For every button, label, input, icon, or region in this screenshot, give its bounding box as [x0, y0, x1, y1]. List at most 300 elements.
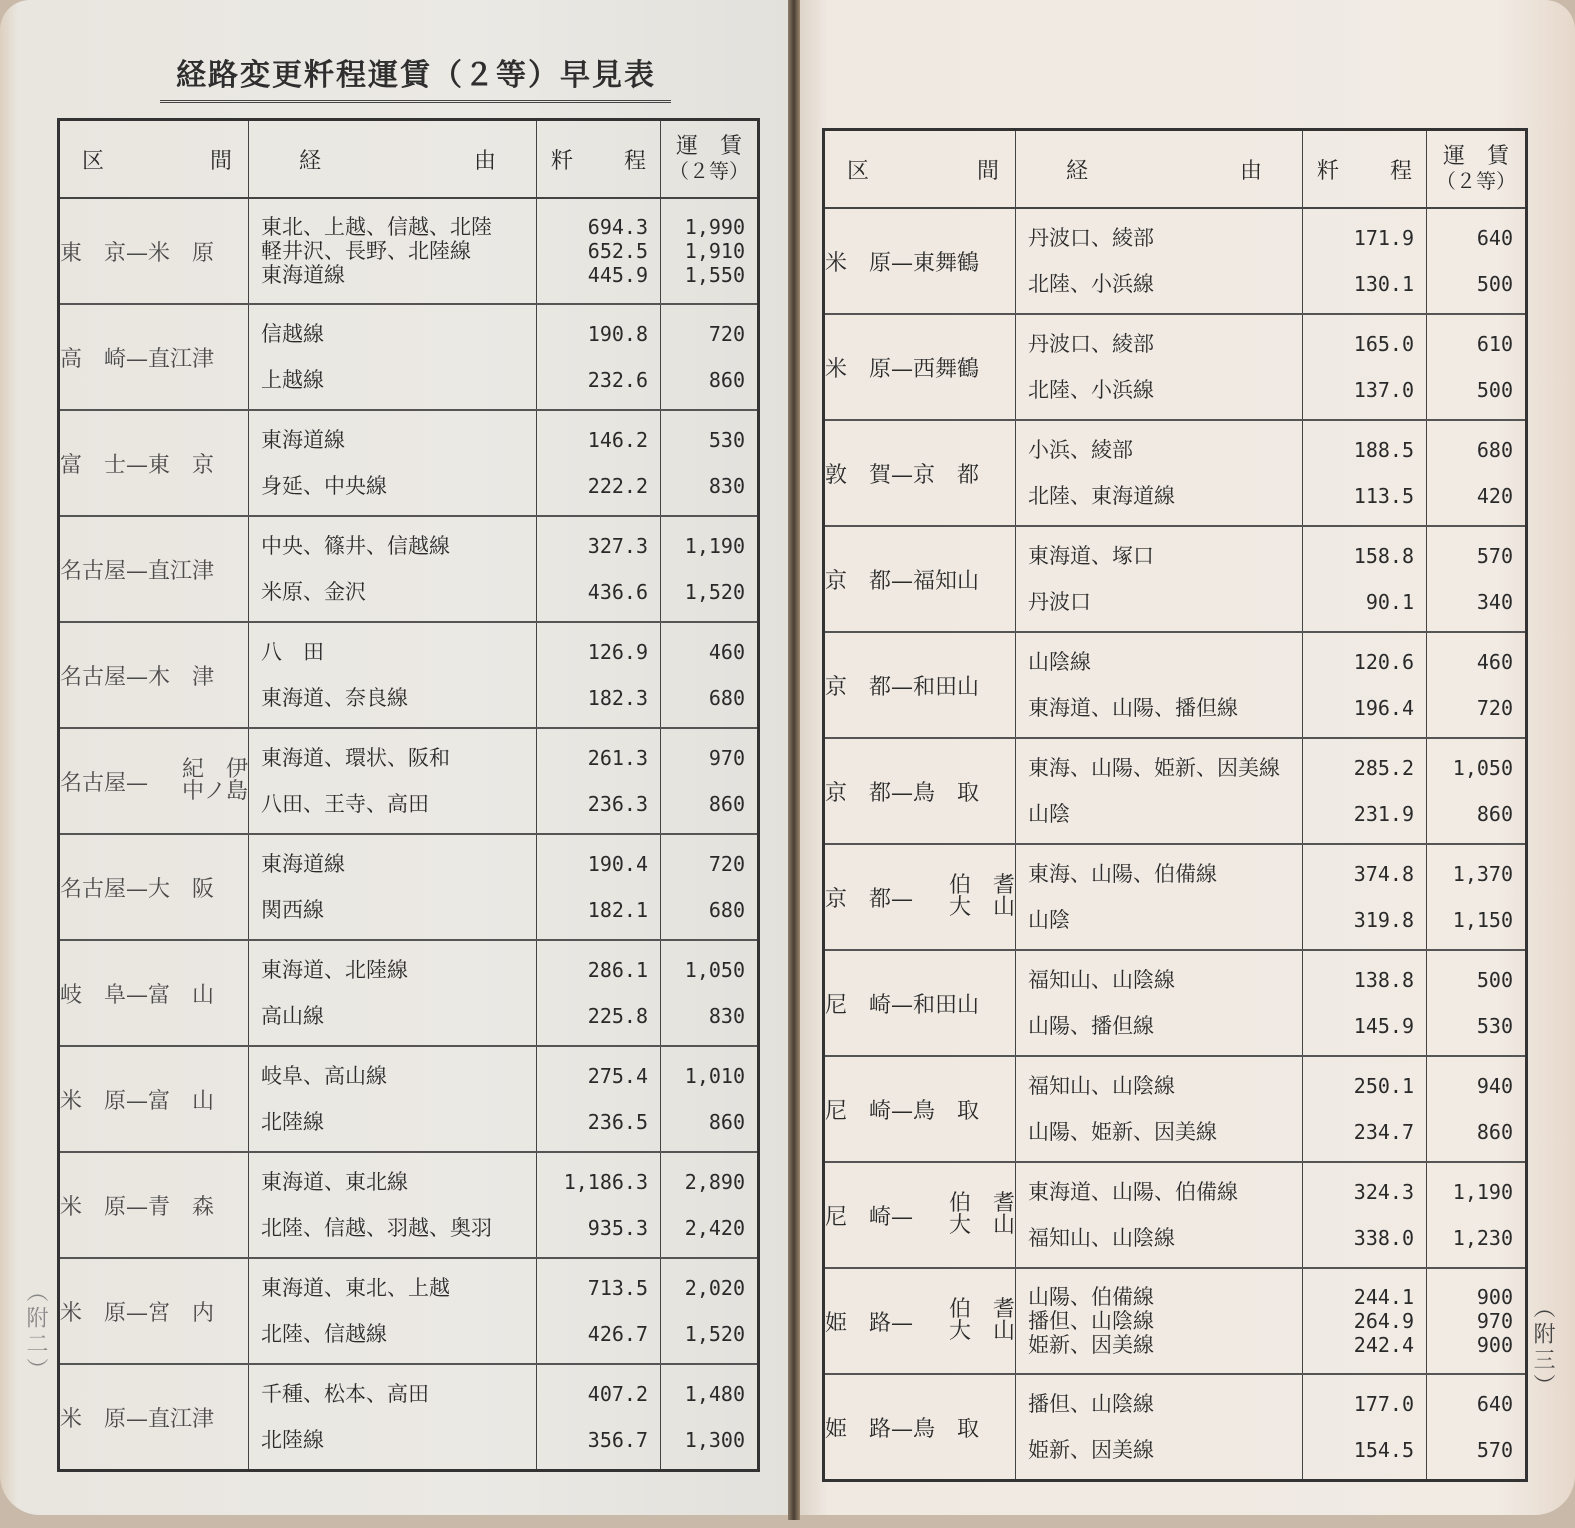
- fare-value: 570: [1476, 1438, 1513, 1462]
- route-cell: [1016, 420, 1303, 526]
- fare-value: 530: [708, 428, 745, 452]
- route-value: 信越線: [261, 322, 324, 346]
- section-cell: [59, 622, 249, 728]
- distance-value: 138.8: [1353, 968, 1414, 992]
- route-cell: [1016, 844, 1303, 950]
- fare-value: 680: [708, 898, 745, 922]
- fare-value: 610: [1476, 332, 1513, 356]
- fare-value: 420: [1476, 484, 1513, 508]
- section-label: 尼 崎—和田山: [825, 992, 980, 1018]
- section-cell: [59, 940, 249, 1046]
- route-value: 東海道、山陽、播但線: [1028, 696, 1238, 720]
- section-label: 名古屋—木 津: [60, 664, 215, 690]
- route-cell: [249, 728, 537, 834]
- fare-value: 970: [708, 746, 745, 770]
- section-cell: [59, 1152, 249, 1258]
- route-value: 北陸、信越線: [261, 1322, 387, 1346]
- fare-cell: [661, 622, 759, 728]
- fare-value: 900: [1476, 1333, 1513, 1357]
- distance-cell: [537, 1364, 661, 1471]
- route-value: 軽井沢、長野、北陸線: [261, 239, 471, 263]
- route-value: 東海道線: [261, 852, 345, 876]
- table-header-row: [59, 120, 759, 199]
- distance-value: 146.2: [587, 428, 648, 452]
- distance-value: 232.6: [587, 368, 648, 392]
- header-section: 区 間: [59, 120, 249, 199]
- distance-value: 338.0: [1353, 1226, 1414, 1250]
- fare-cell: [661, 728, 759, 834]
- distance-value: 935.3: [587, 1216, 648, 1240]
- fare-value: 1,370: [1452, 862, 1513, 886]
- distance-value: 182.3: [587, 686, 648, 710]
- distance-cell: [537, 622, 661, 728]
- route-value: 東海道、北陸線: [261, 958, 408, 982]
- route-cell: [249, 1258, 537, 1364]
- section-label: 米 原—宮 内: [60, 1300, 215, 1326]
- table-row: [824, 738, 1527, 844]
- section-cell: [59, 834, 249, 940]
- fare-value: 1,520: [684, 1322, 745, 1346]
- distance-value: 182.1: [587, 898, 648, 922]
- route-value: 八田、王寺、高田: [261, 792, 429, 816]
- distance-cell: [1303, 314, 1427, 420]
- route-value: 関西線: [261, 898, 324, 922]
- route-value: 東海、山陽、伯備線: [1028, 862, 1217, 886]
- section-cell: [59, 1258, 249, 1364]
- fare-value: 900: [1476, 1285, 1513, 1309]
- distance-value: 154.5: [1353, 1438, 1414, 1462]
- page-number-left: （附二）: [23, 1280, 48, 1384]
- section-label: 高 崎—直江津: [60, 346, 215, 372]
- fare-cell: [661, 834, 759, 940]
- fare-value: 860: [1476, 1120, 1513, 1144]
- route-value: 東海道、奈良線: [261, 686, 408, 710]
- route-value: 岐阜、高山線: [261, 1064, 387, 1088]
- section-cell: [59, 304, 249, 410]
- distance-value: 264.9: [1353, 1309, 1414, 1333]
- distance-value: 236.5: [587, 1110, 648, 1134]
- table-row: [59, 1046, 759, 1152]
- route-value: 東海道、環状、阪和: [261, 746, 450, 770]
- table-row: [59, 1152, 759, 1258]
- section-cell: [824, 844, 1016, 950]
- section-label: 名古屋—大 阪: [60, 876, 215, 902]
- route-value: 北陸、東海道線: [1028, 484, 1175, 508]
- distance-cell: [537, 410, 661, 516]
- route-value: 上越線: [261, 368, 324, 392]
- route-value: 東北、上越、信越、北陸: [261, 215, 492, 239]
- section-cell: [824, 632, 1016, 738]
- distance-value: 356.7: [587, 1428, 648, 1452]
- fare-value: 1,520: [684, 580, 745, 604]
- route-value: 東海道、塚口: [1028, 544, 1154, 568]
- distance-cell: [537, 1258, 661, 1364]
- route-cell: [249, 516, 537, 622]
- fare-value: 860: [708, 368, 745, 392]
- distance-value: 244.1: [1353, 1285, 1414, 1309]
- distance-value: 261.3: [587, 746, 648, 770]
- section-cell: [824, 950, 1016, 1056]
- route-value: 東海、山陽、姫新、因美線: [1028, 756, 1280, 780]
- distance-cell: [537, 834, 661, 940]
- section-destination-stacked: 紀 伊 中ノ 島: [182, 757, 249, 804]
- fare-value: 680: [1476, 438, 1513, 462]
- distance-cell: [537, 1046, 661, 1152]
- section-cell: [824, 1162, 1016, 1268]
- distance-value: 436.6: [587, 580, 648, 604]
- route-value: 丹波口、綾部: [1028, 226, 1154, 250]
- distance-value: 137.0: [1353, 378, 1414, 402]
- distance-cell: [1303, 1374, 1427, 1481]
- route-value: 北陸線: [261, 1428, 324, 1452]
- section-label: 敦 賀—京 都: [825, 462, 980, 488]
- section-label: 尼 崎—鳥 取: [825, 1098, 980, 1124]
- route-value: 北陸、小浜線: [1028, 272, 1154, 296]
- route-value: 山陽、姫新、因美線: [1028, 1120, 1217, 1144]
- distance-cell: [537, 940, 661, 1046]
- table-row: [824, 950, 1527, 1056]
- section-label: 米 原—東舞鶴: [825, 250, 980, 276]
- section-label: 京 都—和田山: [825, 674, 980, 700]
- route-value: 山陰: [1028, 802, 1070, 826]
- route-cell: [249, 834, 537, 940]
- fare-cell: [1427, 1374, 1527, 1481]
- header-distance: 粁 程: [1303, 130, 1427, 209]
- route-value: 小浜、綾部: [1028, 438, 1133, 462]
- distance-value: 188.5: [1353, 438, 1414, 462]
- route-value: 高山線: [261, 1004, 324, 1028]
- section-origin: 京 都—: [825, 886, 914, 912]
- distance-value: 319.8: [1353, 908, 1414, 932]
- distance-value: 652.5: [587, 239, 648, 263]
- fare-table-right: [822, 128, 1528, 1482]
- distance-cell: [537, 516, 661, 622]
- distance-value: 165.0: [1353, 332, 1414, 356]
- fare-value: 530: [1476, 1014, 1513, 1038]
- table-row: [59, 1258, 759, 1364]
- header-fare: 運 賃 （２等）: [661, 120, 759, 199]
- fare-value: 830: [708, 1004, 745, 1028]
- fare-value: 860: [1476, 802, 1513, 826]
- route-cell: [1016, 632, 1303, 738]
- fare-value: 460: [1476, 650, 1513, 674]
- fare-value: 500: [1476, 272, 1513, 296]
- section-label: 米 原—富 山: [60, 1088, 215, 1114]
- distance-cell: [1303, 420, 1427, 526]
- fare-cell: [1427, 1056, 1527, 1162]
- table-row: [59, 304, 759, 410]
- distance-cell: [1303, 208, 1427, 314]
- route-value: 丹波口、綾部: [1028, 332, 1154, 356]
- distance-value: 90.1: [1365, 590, 1414, 614]
- table-row: [824, 1056, 1527, 1162]
- fare-value: 2,420: [684, 1216, 745, 1240]
- fare-value: 1,480: [684, 1382, 745, 1406]
- fare-cell: [1427, 420, 1527, 526]
- distance-value: 158.8: [1353, 544, 1414, 568]
- distance-cell: [1303, 1162, 1427, 1268]
- distance-value: 196.4: [1353, 696, 1414, 720]
- section-label: 京 都—鳥 取: [825, 780, 980, 806]
- route-value: 丹波口: [1028, 590, 1091, 614]
- fare-cell: [661, 410, 759, 516]
- distance-cell: [1303, 950, 1427, 1056]
- section-destination-stacked: 伯 耆 大 山: [949, 1191, 1015, 1238]
- fare-cell: [1427, 526, 1527, 632]
- table-row: [59, 728, 759, 834]
- fare-cell: [1427, 738, 1527, 844]
- route-value: 北陸線: [261, 1110, 324, 1134]
- fare-cell: [1427, 1162, 1527, 1268]
- distance-value: 120.6: [1353, 650, 1414, 674]
- route-value: 米原、金沢: [261, 580, 366, 604]
- section-cell: [59, 516, 249, 622]
- distance-cell: [1303, 844, 1427, 950]
- route-value: 東海道、東北、上越: [261, 1276, 450, 1300]
- section-cell: [824, 738, 1016, 844]
- fare-value: 570: [1476, 544, 1513, 568]
- section-cell: [59, 1046, 249, 1152]
- route-value: 千種、松本、高田: [261, 1382, 429, 1406]
- route-value: 福知山、山陰線: [1028, 968, 1175, 992]
- route-value: 中央、篠井、信越線: [261, 534, 450, 558]
- fare-value: 970: [1476, 1309, 1513, 1333]
- section-label: 名古屋—直江津: [60, 558, 215, 584]
- fare-value: 940: [1476, 1074, 1513, 1098]
- section-origin: 尼 崎—: [825, 1204, 914, 1230]
- distance-value: 242.4: [1353, 1333, 1414, 1357]
- distance-value: 324.3: [1353, 1180, 1414, 1204]
- fare-cell: [1427, 208, 1527, 314]
- route-value: 播但、山陰線: [1028, 1309, 1154, 1333]
- distance-cell: [537, 1152, 661, 1258]
- fare-table-left: [57, 118, 760, 1472]
- table-row: [824, 1374, 1527, 1481]
- fare-value: 720: [1476, 696, 1513, 720]
- table-row: [824, 314, 1527, 420]
- section-label: 米 原—西舞鶴: [825, 356, 980, 382]
- fare-value: 1,550: [684, 263, 745, 287]
- distance-value: 275.4: [587, 1064, 648, 1088]
- page-number-right: （附三）: [1530, 1296, 1555, 1400]
- section-label: 東 京—米 原: [60, 240, 215, 266]
- route-cell: [1016, 208, 1303, 314]
- fare-cell: [661, 1152, 759, 1258]
- fare-value: 830: [708, 474, 745, 498]
- table-row: [59, 1364, 759, 1471]
- distance-value: 285.2: [1353, 756, 1414, 780]
- distance-value: 407.2: [587, 1382, 648, 1406]
- distance-value: 236.3: [587, 792, 648, 816]
- fare-value: 1,150: [1452, 908, 1513, 932]
- distance-value: 126.9: [587, 640, 648, 664]
- fare-cell: [661, 516, 759, 622]
- table-row: [824, 1162, 1527, 1268]
- section-cell: [824, 1374, 1016, 1481]
- distance-value: 426.7: [587, 1322, 648, 1346]
- fare-value: 1,190: [1452, 1180, 1513, 1204]
- header-fare: 運 賃 （２等）: [1427, 130, 1527, 209]
- section-cell: [824, 314, 1016, 420]
- distance-value: 177.0: [1353, 1392, 1414, 1416]
- section-cell: [824, 1268, 1016, 1374]
- distance-value: 286.1: [587, 958, 648, 982]
- fare-value: 640: [1476, 226, 1513, 250]
- section-cell: [824, 526, 1016, 632]
- distance-value: 1,186.3: [563, 1170, 648, 1194]
- table-row: [824, 208, 1527, 314]
- fare-value: 860: [708, 1110, 745, 1134]
- table-row: [824, 632, 1527, 738]
- fare-cell: [1427, 1268, 1527, 1374]
- fare-value: 1,010: [684, 1064, 745, 1088]
- route-value: 身延、中央線: [261, 474, 387, 498]
- fare-value: 1,050: [684, 958, 745, 982]
- route-value: 播但、山陰線: [1028, 1392, 1154, 1416]
- distance-cell: [537, 728, 661, 834]
- table-row: [824, 420, 1527, 526]
- route-cell: [1016, 738, 1303, 844]
- distance-value: 171.9: [1353, 226, 1414, 250]
- route-value: 東海道線: [261, 263, 345, 287]
- table-row: [59, 198, 759, 304]
- distance-value: 231.9: [1353, 802, 1414, 826]
- table-header-row: [824, 130, 1527, 209]
- table-row: [59, 622, 759, 728]
- fare-cell: [1427, 632, 1527, 738]
- fare-value: 1,300: [684, 1428, 745, 1452]
- fare-cell: [1427, 844, 1527, 950]
- section-cell: [59, 1364, 249, 1471]
- route-cell: [249, 1364, 537, 1471]
- distance-value: 190.4: [587, 852, 648, 876]
- table-row: [824, 844, 1527, 950]
- distance-value: 694.3: [587, 215, 648, 239]
- table-row: [824, 1268, 1527, 1374]
- route-value: 北陸、信越、羽越、奥羽: [261, 1216, 492, 1240]
- distance-cell: [1303, 738, 1427, 844]
- table-row: [824, 526, 1527, 632]
- fare-value: 1,230: [1452, 1226, 1513, 1250]
- page-title: 経路変更粁程運賃（２等）早見表: [160, 50, 671, 103]
- route-cell: [1016, 1162, 1303, 1268]
- fare-value: 680: [708, 686, 745, 710]
- book-spine: [788, 0, 800, 1520]
- section-cell: [824, 420, 1016, 526]
- route-value: 八 田: [261, 640, 324, 664]
- fare-value: 720: [708, 322, 745, 346]
- distance-cell: [1303, 526, 1427, 632]
- distance-value: 145.9: [1353, 1014, 1414, 1038]
- fare-cell: [661, 1364, 759, 1471]
- section-cell: [824, 1056, 1016, 1162]
- distance-cell: [537, 304, 661, 410]
- section-label: 京 都—福知山: [825, 568, 980, 594]
- route-value: 東海道、東北線: [261, 1170, 408, 1194]
- fare-cell: [1427, 950, 1527, 1056]
- fare-cell: [661, 304, 759, 410]
- route-cell: [249, 198, 537, 304]
- fare-value: 500: [1476, 968, 1513, 992]
- route-value: 姫新、因美線: [1028, 1333, 1154, 1357]
- route-cell: [249, 622, 537, 728]
- distance-value: 445.9: [587, 263, 648, 287]
- route-value: 北陸、小浜線: [1028, 378, 1154, 402]
- distance-cell: [1303, 1056, 1427, 1162]
- fare-value: 720: [708, 852, 745, 876]
- route-cell: [249, 304, 537, 410]
- route-cell: [249, 1046, 537, 1152]
- distance-value: 327.3: [587, 534, 648, 558]
- route-cell: [249, 410, 537, 516]
- section-origin: 姫 路—: [825, 1310, 914, 1336]
- distance-value: 222.2: [587, 474, 648, 498]
- route-value: 山陰: [1028, 908, 1070, 932]
- section-cell: [824, 208, 1016, 314]
- section-cell: [59, 728, 249, 834]
- route-cell: [1016, 314, 1303, 420]
- section-label: 岐 阜—富 山: [60, 982, 215, 1008]
- route-value: 福知山、山陰線: [1028, 1074, 1175, 1098]
- fare-value: 1,190: [684, 534, 745, 558]
- route-value: 東海道線: [261, 428, 345, 452]
- distance-cell: [1303, 1268, 1427, 1374]
- route-cell: [249, 1152, 537, 1258]
- route-value: 福知山、山陰線: [1028, 1226, 1175, 1250]
- distance-value: 713.5: [587, 1276, 648, 1300]
- fare-cell: [661, 1046, 759, 1152]
- header-route: 経 由: [249, 120, 537, 199]
- table-row: [59, 410, 759, 516]
- header-route: 経 由: [1016, 130, 1303, 209]
- section-destination-stacked: 伯 耆 大 山: [949, 873, 1015, 920]
- table-row: [59, 940, 759, 1046]
- section-origin: 名古屋—: [60, 770, 149, 796]
- header-section: 区 間: [824, 130, 1016, 209]
- section-cell: [59, 410, 249, 516]
- distance-cell: [537, 198, 661, 304]
- fare-value: 640: [1476, 1392, 1513, 1416]
- table-row: [59, 516, 759, 622]
- fare-cell: [661, 940, 759, 1046]
- fare-value: 1,990: [684, 215, 745, 239]
- fare-cell: [1427, 314, 1527, 420]
- fare-value: 500: [1476, 378, 1513, 402]
- section-label: 米 原—青 森: [60, 1194, 215, 1220]
- distance-value: 190.8: [587, 322, 648, 346]
- fare-value: 2,020: [684, 1276, 745, 1300]
- section-label: 米 原—直江津: [60, 1406, 215, 1432]
- fare-value: 1,910: [684, 239, 745, 263]
- distance-value: 234.7: [1353, 1120, 1414, 1144]
- fare-value: 460: [708, 640, 745, 664]
- route-cell: [1016, 950, 1303, 1056]
- table-row: [59, 834, 759, 940]
- distance-value: 130.1: [1353, 272, 1414, 296]
- section-label: 姫 路—鳥 取: [825, 1416, 980, 1442]
- distance-value: 374.8: [1353, 862, 1414, 886]
- section-cell: [59, 198, 249, 304]
- distance-value: 113.5: [1353, 484, 1414, 508]
- route-value: 姫新、因美線: [1028, 1438, 1154, 1462]
- route-value: 山陽、播但線: [1028, 1014, 1154, 1038]
- distance-cell: [1303, 632, 1427, 738]
- route-value: 山陽、伯備線: [1028, 1285, 1154, 1309]
- fare-value: 340: [1476, 590, 1513, 614]
- section-destination-stacked: 伯 耆 大 山: [949, 1297, 1015, 1344]
- route-cell: [1016, 1268, 1303, 1374]
- route-cell: [1016, 526, 1303, 632]
